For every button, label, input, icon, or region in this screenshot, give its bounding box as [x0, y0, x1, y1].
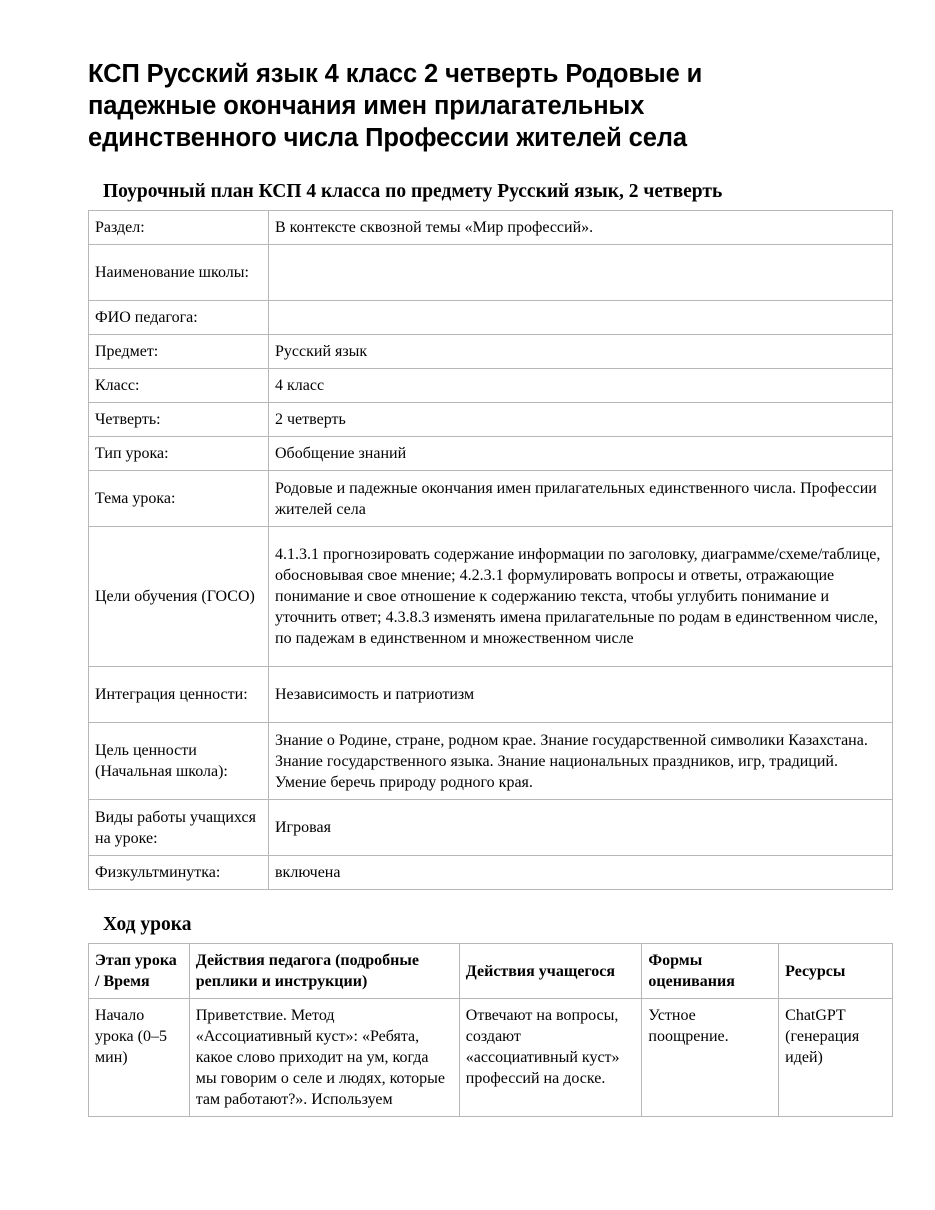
info-value: включена — [269, 856, 893, 890]
table-row — [89, 335, 893, 369]
info-value — [269, 245, 893, 301]
info-value: 4 класс — [269, 369, 893, 403]
table-row — [89, 301, 893, 335]
info-label: Цель ценности (Начальная школа): — [89, 723, 269, 800]
info-label: ФИО педагога: — [89, 301, 269, 335]
table-cell: Отвечают на вопросы, создают «ассоциативный куст» профессий на доске. — [459, 999, 642, 1117]
info-value: Знание о Родине, стране, родном крае. Знание государственной символики Казахстана. Знание государственного языка. Знание национальных праздников, игр, традиций. Умение беречь природу родного края. — [269, 723, 893, 800]
table-row — [89, 245, 893, 301]
table-cell: Приветствие. Метод «Ассоциативный куст»: «Ребята, какое слово приходит на ум, когда мы говорим о селе и людях, которые там работают?». Используем — [189, 999, 459, 1117]
lesson-course-table — [88, 943, 893, 1117]
table-row — [89, 403, 893, 437]
info-label: Класс: — [89, 369, 269, 403]
info-label: Раздел: — [89, 211, 269, 245]
lesson-info-table — [88, 210, 893, 890]
column-header: Действия учащегося — [459, 944, 642, 999]
table-row — [89, 856, 893, 890]
info-value: В контексте сквозной темы «Мир профессий». — [269, 211, 893, 245]
document-title: КСП Русский язык 4 класс 2 четверть Родовые и падежные окончания имен прилагательных единственного числа Профессии жителей села — [88, 60, 703, 152]
info-label: Виды работы учащихся на уроке: — [89, 800, 269, 856]
info-value: Игровая — [269, 800, 893, 856]
table-row — [89, 437, 893, 471]
course-heading: Ход урока — [103, 914, 192, 935]
plan-heading: Поурочный план КСП 4 класса по предмету Русский язык, 2 четверть — [103, 181, 723, 202]
info-value: Независимость и патриотизм — [269, 667, 893, 723]
info-value: 4.1.3.1 прогнозировать содержание информации по заголовку, диаграмме/схеме/таблице, обосновывая свое мнение; 4.2.3.1 формулировать вопросы и ответы, отражающие понимание и свое отношение к содержанию текста, чтобы углубить понимание и уточнить ответ; 4.3.8.3 изменять имена прилагательные по родам в единственном числе, по падежам в единственном и множественном числе — [269, 527, 893, 667]
info-label: Физкультминутка: — [89, 856, 269, 890]
info-value — [269, 301, 893, 335]
info-label: Тип урока: — [89, 437, 269, 471]
table-row — [89, 211, 893, 245]
info-label: Наименование школы: — [89, 245, 269, 301]
table-cell: Устное поощрение. — [642, 999, 779, 1117]
table-row — [89, 667, 893, 723]
info-value: 2 четверть — [269, 403, 893, 437]
info-label: Четверть: — [89, 403, 269, 437]
column-header: Формы оценивания — [642, 944, 779, 999]
info-value: Русский язык — [269, 335, 893, 369]
info-label: Цели обучения (ГОСО) — [89, 527, 269, 667]
column-header: Действия педагога (подробные реплики и инструкции) — [189, 944, 459, 999]
info-label: Предмет: — [89, 335, 269, 369]
table-cell: ChatGPT (генерация идей) — [779, 999, 893, 1117]
table-row — [89, 527, 893, 667]
table-row — [89, 800, 893, 856]
table-header-row — [89, 944, 893, 999]
info-label: Тема урока: — [89, 471, 269, 527]
table-row — [89, 999, 893, 1117]
column-header: Ресурсы — [779, 944, 893, 999]
info-label: Интеграция ценности: — [89, 667, 269, 723]
table-cell: Начало урока (0–5 мин) — [89, 999, 190, 1117]
table-row — [89, 369, 893, 403]
table-row — [89, 723, 893, 800]
info-value: Обобщение знаний — [269, 437, 893, 471]
info-value: Родовые и падежные окончания имен прилагательных единственного числа. Профессии жителей села — [269, 471, 893, 527]
column-header: Этап урока / Время — [89, 944, 190, 999]
table-row — [89, 471, 893, 527]
